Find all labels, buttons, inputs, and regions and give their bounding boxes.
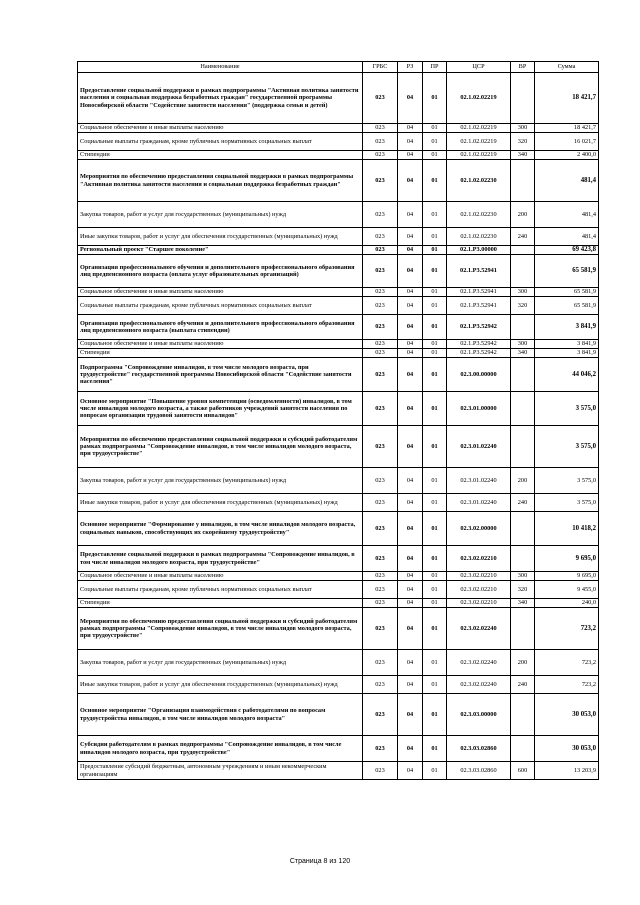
row-csr: 02.3.03.02860 — [447, 736, 511, 762]
row-vr — [511, 73, 535, 124]
row-grbs: 023 — [363, 581, 398, 599]
row-pr: 01 — [423, 599, 447, 608]
row-name: Мероприятия по обеспечению предоставления социальной поддержки и субсидий работодателям рамках подпрограммы "Сопровождение инвалидов, в том числе инвалидов молодого возраста, при трудоустройстве" — [78, 426, 363, 468]
row-name: Социальное обеспечение и иные выплаты населению — [78, 288, 363, 297]
row-rz: 04 — [398, 650, 423, 676]
row-pr: 01 — [423, 650, 447, 676]
page-number: Страница 8 из 120 — [289, 858, 351, 865]
row-pr: 01 — [423, 255, 447, 288]
row-rz: 04 — [398, 608, 423, 650]
row-sum: 65 581,9 — [535, 255, 599, 288]
row-rz: 04 — [398, 340, 423, 349]
table-row — [78, 494, 599, 512]
row-csr: 02.1.P3.52941 — [447, 288, 511, 297]
row-sum: 481,4 — [535, 202, 599, 228]
row-vr: 340 — [511, 349, 535, 358]
row-grbs: 023 — [363, 340, 398, 349]
row-vr — [511, 546, 535, 572]
row-sum: 723,2 — [535, 676, 599, 694]
row-csr: 02.3.03.02860 — [447, 762, 511, 780]
table-row — [78, 349, 599, 358]
row-sum: 16 021,7 — [535, 133, 599, 151]
row-pr: 01 — [423, 349, 447, 358]
row-csr: 02.1.02.02230 — [447, 202, 511, 228]
row-vr: 340 — [511, 151, 535, 160]
header-name: Наименование — [78, 62, 363, 73]
table-row — [78, 468, 599, 494]
row-vr: 320 — [511, 133, 535, 151]
row-sum: 723,2 — [535, 650, 599, 676]
row-pr: 01 — [423, 392, 447, 426]
row-sum: 240,0 — [535, 599, 599, 608]
row-pr: 01 — [423, 581, 447, 599]
table-row — [78, 392, 599, 426]
row-pr: 01 — [423, 315, 447, 340]
row-vr: 320 — [511, 297, 535, 315]
row-rz: 04 — [398, 133, 423, 151]
header-sum: Сумма — [535, 62, 599, 73]
row-grbs: 023 — [363, 546, 398, 572]
row-name: Стипендии — [78, 151, 363, 160]
row-csr: 02.1.02.02230 — [447, 228, 511, 246]
row-name: Иные закупки товаров, работ и услуг для обеспечения государственных (муниципальных) нужд — [78, 228, 363, 246]
row-pr: 01 — [423, 160, 447, 202]
row-grbs: 023 — [363, 228, 398, 246]
row-name: Закупка товаров, работ и услуг для государственных (муниципальных) нужд — [78, 650, 363, 676]
row-grbs: 023 — [363, 288, 398, 297]
row-name: Социальное обеспечение и иные выплаты населению — [78, 124, 363, 133]
row-name: Закупка товаров, работ и услуг для государственных (муниципальных) нужд — [78, 468, 363, 494]
row-name: Подпрограмма "Сопровождение инвалидов, в том числе молодого возраста, при трудоустройстве" государственной программы Новосибирской области "Содействие занятости населения" — [78, 358, 363, 392]
table-row — [78, 358, 599, 392]
row-csr: 02.3.02.02210 — [447, 572, 511, 581]
row-sum: 9 695,0 — [535, 572, 599, 581]
table-row — [78, 581, 599, 599]
row-sum: 44 046,2 — [535, 358, 599, 392]
row-vr — [511, 694, 535, 736]
row-pr: 01 — [423, 736, 447, 762]
table-row — [78, 160, 599, 202]
row-csr: 02.3.01.02240 — [447, 468, 511, 494]
row-grbs: 023 — [363, 392, 398, 426]
row-sum: 3 575,0 — [535, 426, 599, 468]
row-rz: 04 — [398, 494, 423, 512]
header-rz: РЗ — [398, 62, 423, 73]
row-sum: 9 695,0 — [535, 546, 599, 572]
row-grbs: 023 — [363, 246, 398, 255]
row-name: Социальные выплаты гражданам, кроме публичных нормативных социальных выплат — [78, 581, 363, 599]
row-sum: 65 581,9 — [535, 297, 599, 315]
row-name: Мероприятия по обеспечению предоставления социальной поддержки и субсидий работодателям рамках подпрограммы "Сопровождение инвалидов, в том числе инвалидов молодого возраста, при трудоустройстве" — [78, 608, 363, 650]
row-grbs: 023 — [363, 426, 398, 468]
row-rz: 04 — [398, 228, 423, 246]
row-sum: 30 053,0 — [535, 694, 599, 736]
row-csr: 02.3.02.02210 — [447, 599, 511, 608]
table-row — [78, 736, 599, 762]
row-grbs: 023 — [363, 151, 398, 160]
row-vr: 300 — [511, 340, 535, 349]
row-name: Иные закупки товаров, работ и услуг для обеспечения государственных (муниципальных) нужд — [78, 676, 363, 694]
row-grbs: 023 — [363, 255, 398, 288]
header-pr: ПР — [423, 62, 447, 73]
row-sum: 481,4 — [535, 228, 599, 246]
row-rz: 04 — [398, 349, 423, 358]
table-body — [78, 73, 599, 780]
row-pr: 01 — [423, 340, 447, 349]
table-row — [78, 426, 599, 468]
row-vr — [511, 392, 535, 426]
row-sum: 10 418,2 — [535, 512, 599, 546]
table-row — [78, 650, 599, 676]
row-grbs: 023 — [363, 572, 398, 581]
row-vr: 300 — [511, 572, 535, 581]
row-sum: 9 455,0 — [535, 581, 599, 599]
row-rz: 04 — [398, 288, 423, 297]
row-vr: 300 — [511, 288, 535, 297]
row-vr — [511, 255, 535, 288]
row-rz: 04 — [398, 358, 423, 392]
table-row — [78, 246, 599, 255]
row-sum: 65 581,9 — [535, 288, 599, 297]
row-vr — [511, 160, 535, 202]
row-vr: 200 — [511, 202, 535, 228]
table-row — [78, 297, 599, 315]
table-row — [78, 572, 599, 581]
row-rz: 04 — [398, 124, 423, 133]
row-rz: 04 — [398, 546, 423, 572]
table-row — [78, 151, 599, 160]
row-csr: 02.1.02.02219 — [447, 73, 511, 124]
row-csr: 02.3.02.02240 — [447, 650, 511, 676]
row-rz: 04 — [398, 468, 423, 494]
table-row — [78, 762, 599, 780]
row-rz: 04 — [398, 246, 423, 255]
row-pr: 01 — [423, 494, 447, 512]
row-csr: 02.3.01.02240 — [447, 426, 511, 468]
table-header-row — [78, 62, 599, 73]
row-vr: 320 — [511, 581, 535, 599]
table-row — [78, 228, 599, 246]
row-csr: 02.3.02.02240 — [447, 608, 511, 650]
row-csr: 02.3.01.02240 — [447, 494, 511, 512]
row-grbs: 023 — [363, 297, 398, 315]
table-row — [78, 340, 599, 349]
row-vr — [511, 736, 535, 762]
row-pr: 01 — [423, 608, 447, 650]
row-pr: 01 — [423, 202, 447, 228]
row-rz: 04 — [398, 426, 423, 468]
row-vr — [511, 358, 535, 392]
header-grbs: ГРБС — [363, 62, 398, 73]
row-name: Иные закупки товаров, работ и услуг для обеспечения государственных (муниципальных) нужд — [78, 494, 363, 512]
row-rz: 04 — [398, 202, 423, 228]
row-grbs: 023 — [363, 73, 398, 124]
header-vr: ВР — [511, 62, 535, 73]
row-csr: 02.3.02.02210 — [447, 546, 511, 572]
row-sum: 18 421,7 — [535, 124, 599, 133]
row-vr — [511, 426, 535, 468]
row-vr — [511, 246, 535, 255]
row-csr: 02.1.02.02219 — [447, 133, 511, 151]
row-grbs: 023 — [363, 650, 398, 676]
row-grbs: 023 — [363, 349, 398, 358]
row-grbs: 023 — [363, 494, 398, 512]
row-sum: 69 423,8 — [535, 246, 599, 255]
row-name: Социальные выплаты гражданам, кроме публичных нормативных социальных выплат — [78, 133, 363, 151]
row-csr: 02.1.02.02230 — [447, 160, 511, 202]
row-name: Предоставление социальной поддержки в рамках подпрограммы "Активная политика занятости населения и социальная поддержка безработных граждан" государственной программы Новосибирской области "Содействие занятости населения" (поддержка семьи и детей) — [78, 73, 363, 124]
row-pr: 01 — [423, 512, 447, 546]
row-name: Социальное обеспечение и иные выплаты населению — [78, 340, 363, 349]
table-row — [78, 599, 599, 608]
row-csr: 02.1.P3.52942 — [447, 340, 511, 349]
row-grbs: 023 — [363, 694, 398, 736]
table-row — [78, 676, 599, 694]
row-csr: 02.3.02.02210 — [447, 581, 511, 599]
row-name: Региональный проект "Старшее поколение" — [78, 246, 363, 255]
row-name: Основное мероприятие "Повышение уровня компетенции (осведомленности) инвалидов, в том числе инвалидов молодого возраста, а также работников учреждений занятости населения по вопросам организации трудовой занятости инвалидов" — [78, 392, 363, 426]
row-csr: 02.1.02.02219 — [447, 124, 511, 133]
row-grbs: 023 — [363, 358, 398, 392]
row-name: Основное мероприятие "Формирование у инвалидов, в том числе инвалидов молодого возраста, социальных навыков, способствующих их скорейшему трудоустройству" — [78, 512, 363, 546]
row-vr: 240 — [511, 676, 535, 694]
row-csr: 02.1.P3.00000 — [447, 246, 511, 255]
row-grbs: 023 — [363, 608, 398, 650]
row-vr — [511, 608, 535, 650]
table-row — [78, 202, 599, 228]
row-pr: 01 — [423, 694, 447, 736]
row-rz: 04 — [398, 392, 423, 426]
row-sum: 3 841,9 — [535, 315, 599, 340]
row-name: Предоставление субсидий бюджетным, автономным учреждениям и иным некоммерческим организациям — [78, 762, 363, 780]
table-row — [78, 133, 599, 151]
row-pr: 01 — [423, 426, 447, 468]
row-rz: 04 — [398, 736, 423, 762]
row-csr: 02.3.02.00000 — [447, 512, 511, 546]
row-sum: 3 575,0 — [535, 468, 599, 494]
row-pr: 01 — [423, 297, 447, 315]
row-sum: 3 575,0 — [535, 392, 599, 426]
row-grbs: 023 — [363, 512, 398, 546]
row-sum: 723,2 — [535, 608, 599, 650]
row-pr: 01 — [423, 151, 447, 160]
row-pr: 01 — [423, 228, 447, 246]
row-name: Социальные выплаты гражданам, кроме публичных нормативных социальных выплат — [78, 297, 363, 315]
row-pr: 01 — [423, 546, 447, 572]
table-row — [78, 315, 599, 340]
row-grbs: 023 — [363, 124, 398, 133]
row-csr: 02.3.00.00000 — [447, 358, 511, 392]
row-pr: 01 — [423, 468, 447, 494]
row-pr: 01 — [423, 288, 447, 297]
row-vr: 300 — [511, 124, 535, 133]
row-rz: 04 — [398, 599, 423, 608]
row-rz: 04 — [398, 297, 423, 315]
row-name: Организация профессионального обучения и дополнительного профессионального образования лиц предпенсионного возраста (выплата стипендии) — [78, 315, 363, 340]
row-vr: 240 — [511, 494, 535, 512]
row-pr: 01 — [423, 246, 447, 255]
row-sum: 3 841,9 — [535, 349, 599, 358]
table-row — [78, 608, 599, 650]
row-csr: 02.1.P3.52941 — [447, 255, 511, 288]
row-name: Стипендии — [78, 599, 363, 608]
row-rz: 04 — [398, 315, 423, 340]
row-rz: 04 — [398, 73, 423, 124]
row-rz: 04 — [398, 160, 423, 202]
row-vr — [511, 315, 535, 340]
row-name: Социальное обеспечение и иные выплаты населению — [78, 572, 363, 581]
row-grbs: 023 — [363, 315, 398, 340]
row-grbs: 023 — [363, 133, 398, 151]
row-pr: 01 — [423, 676, 447, 694]
budget-table — [77, 61, 599, 780]
row-name: Субсидии работодателям в рамках подпрограммы "Сопровождение инвалидов, в том числе инвалидов молодого возраста, при трудоустройстве" — [78, 736, 363, 762]
row-grbs: 023 — [363, 676, 398, 694]
row-rz: 04 — [398, 512, 423, 546]
row-rz: 04 — [398, 581, 423, 599]
row-sum: 2 400,0 — [535, 151, 599, 160]
row-csr: 02.1.P3.52941 — [447, 297, 511, 315]
row-pr: 01 — [423, 762, 447, 780]
table-row — [78, 512, 599, 546]
row-csr: 02.1.P3.52942 — [447, 315, 511, 340]
row-name: Предоставление социальной поддержки в рамках подпрограммы "Сопровождение инвалидов, в том числе инвалидов молодого возраста, при трудоустройстве" — [78, 546, 363, 572]
row-grbs: 023 — [363, 599, 398, 608]
table-row — [78, 694, 599, 736]
table-row — [78, 124, 599, 133]
row-sum: 18 421,7 — [535, 73, 599, 124]
row-pr: 01 — [423, 572, 447, 581]
row-rz: 04 — [398, 151, 423, 160]
row-name: Стипендии — [78, 349, 363, 358]
row-grbs: 023 — [363, 202, 398, 228]
row-csr: 02.1.P3.52942 — [447, 349, 511, 358]
row-sum: 3 575,0 — [535, 494, 599, 512]
row-vr: 600 — [511, 762, 535, 780]
table-row — [78, 288, 599, 297]
row-sum: 13 203,9 — [535, 762, 599, 780]
row-vr — [511, 512, 535, 546]
row-name: Мероприятия по обеспечению предоставления социальной поддержки в рамках подпрограммы "Активная политика занятости населения и социальная поддержка безработных граждан" — [78, 160, 363, 202]
row-grbs: 023 — [363, 468, 398, 494]
row-csr: 02.3.01.00000 — [447, 392, 511, 426]
row-rz: 04 — [398, 762, 423, 780]
row-pr: 01 — [423, 124, 447, 133]
row-vr: 200 — [511, 468, 535, 494]
row-grbs: 023 — [363, 736, 398, 762]
table-row — [78, 255, 599, 288]
row-vr: 200 — [511, 650, 535, 676]
row-sum: 3 841,9 — [535, 340, 599, 349]
row-rz: 04 — [398, 572, 423, 581]
table-row — [78, 546, 599, 572]
row-rz: 04 — [398, 255, 423, 288]
row-csr: 02.3.03.00000 — [447, 694, 511, 736]
row-rz: 04 — [398, 694, 423, 736]
row-sum: 30 053,0 — [535, 736, 599, 762]
row-pr: 01 — [423, 133, 447, 151]
row-name: Организация профессионального обучения и дополнительного профессионального образования лиц предпенсионного возраста (оплата услуг образовательных организаций) — [78, 255, 363, 288]
row-pr: 01 — [423, 358, 447, 392]
header-csr: ЦСР — [447, 62, 511, 73]
row-vr: 240 — [511, 228, 535, 246]
row-pr: 01 — [423, 73, 447, 124]
row-name: Закупка товаров, работ и услуг для государственных (муниципальных) нужд — [78, 202, 363, 228]
row-name: Основное мероприятие "Организация взаимодействия с работодателями по вопросам трудоустройства инвалидов, в том числе инвалидов молодого возраста" — [78, 694, 363, 736]
row-csr: 02.3.02.02240 — [447, 676, 511, 694]
row-sum: 481,4 — [535, 160, 599, 202]
row-vr: 340 — [511, 599, 535, 608]
row-grbs: 023 — [363, 160, 398, 202]
table-row — [78, 73, 599, 124]
row-csr: 02.1.02.02219 — [447, 151, 511, 160]
row-grbs: 023 — [363, 762, 398, 780]
row-rz: 04 — [398, 676, 423, 694]
